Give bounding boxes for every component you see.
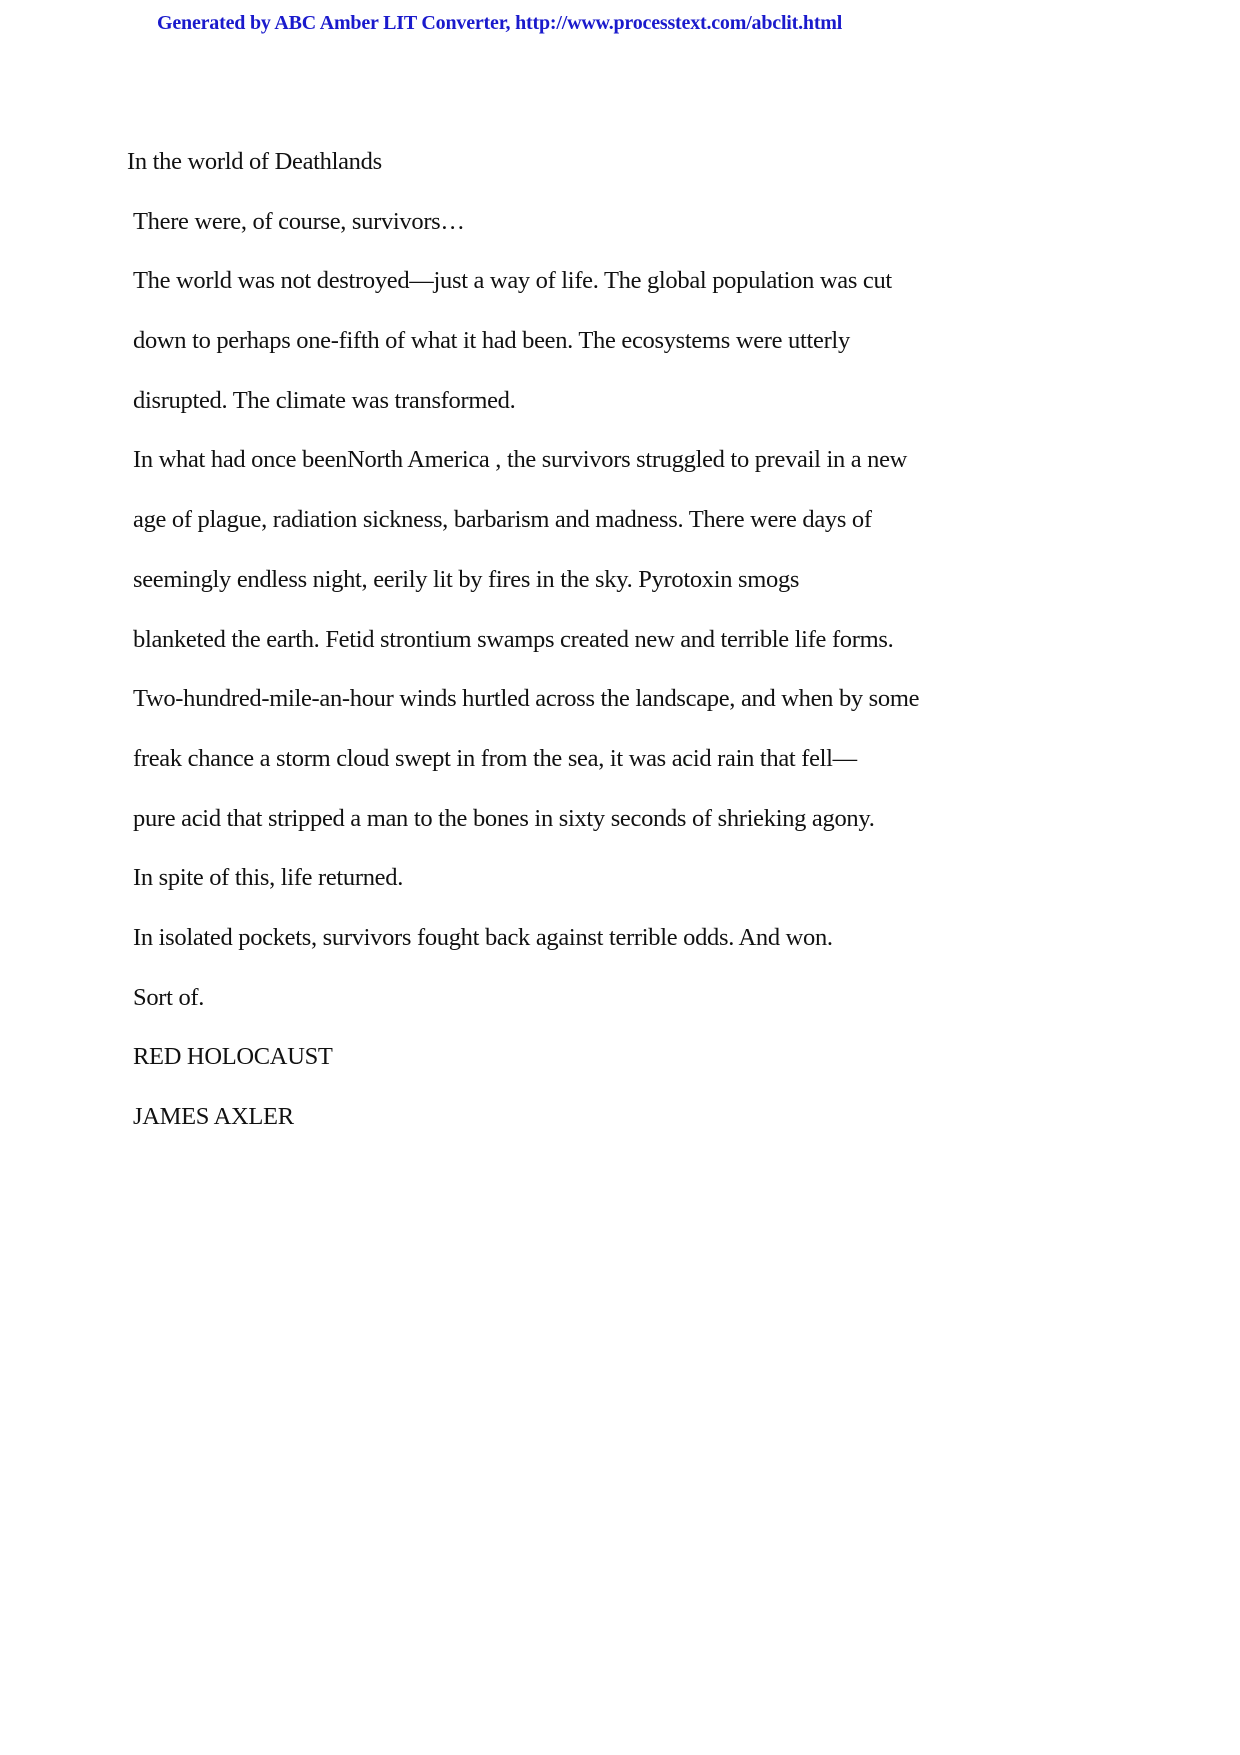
- text-line: There were, of course, survivors…: [133, 208, 465, 235]
- text-line: In isolated pockets, survivors fought back against terrible odds. And won.: [133, 924, 833, 951]
- text-line: age of plague, radiation sickness, barbarism and madness. There were days of: [133, 506, 872, 533]
- text-line: disrupted. The climate was transformed.: [133, 387, 516, 414]
- text-line: seemingly endless night, eerily lit by fires in the sky. Pyrotoxin smogs: [133, 566, 800, 593]
- text-line: blanketed the earth. Fetid strontium swamps created new and terrible life forms.: [133, 626, 894, 653]
- converter-notice-link[interactable]: Generated by ABC Amber LIT Converter, http://www.processtext.com/abclit.html: [157, 12, 843, 34]
- text-line: Two-hundred-mile-an-hour winds hurtled across the landscape, and when by some: [133, 685, 920, 712]
- text-line: down to perhaps one-fifth of what it had been. The ecosystems were utterly: [133, 327, 850, 354]
- text-line: pure acid that stripped a man to the bones in sixty seconds of shrieking agony.: [133, 805, 875, 832]
- book-title: RED HOLOCAUST: [133, 1043, 333, 1070]
- text-line: In what had once beenNorth America , the survivors struggled to prevail in a new: [133, 446, 908, 473]
- book-author: JAMES AXLER: [133, 1103, 294, 1130]
- text-line: In the world of Deathlands: [127, 148, 382, 175]
- text-line: Sort of.: [133, 984, 205, 1011]
- text-line: freak chance a storm cloud swept in from the sea, it was acid rain that fell—: [133, 745, 857, 772]
- text-line: In spite of this, life returned.: [133, 864, 404, 891]
- text-line: The world was not destroyed—just a way of life. The global population was cut: [133, 267, 892, 294]
